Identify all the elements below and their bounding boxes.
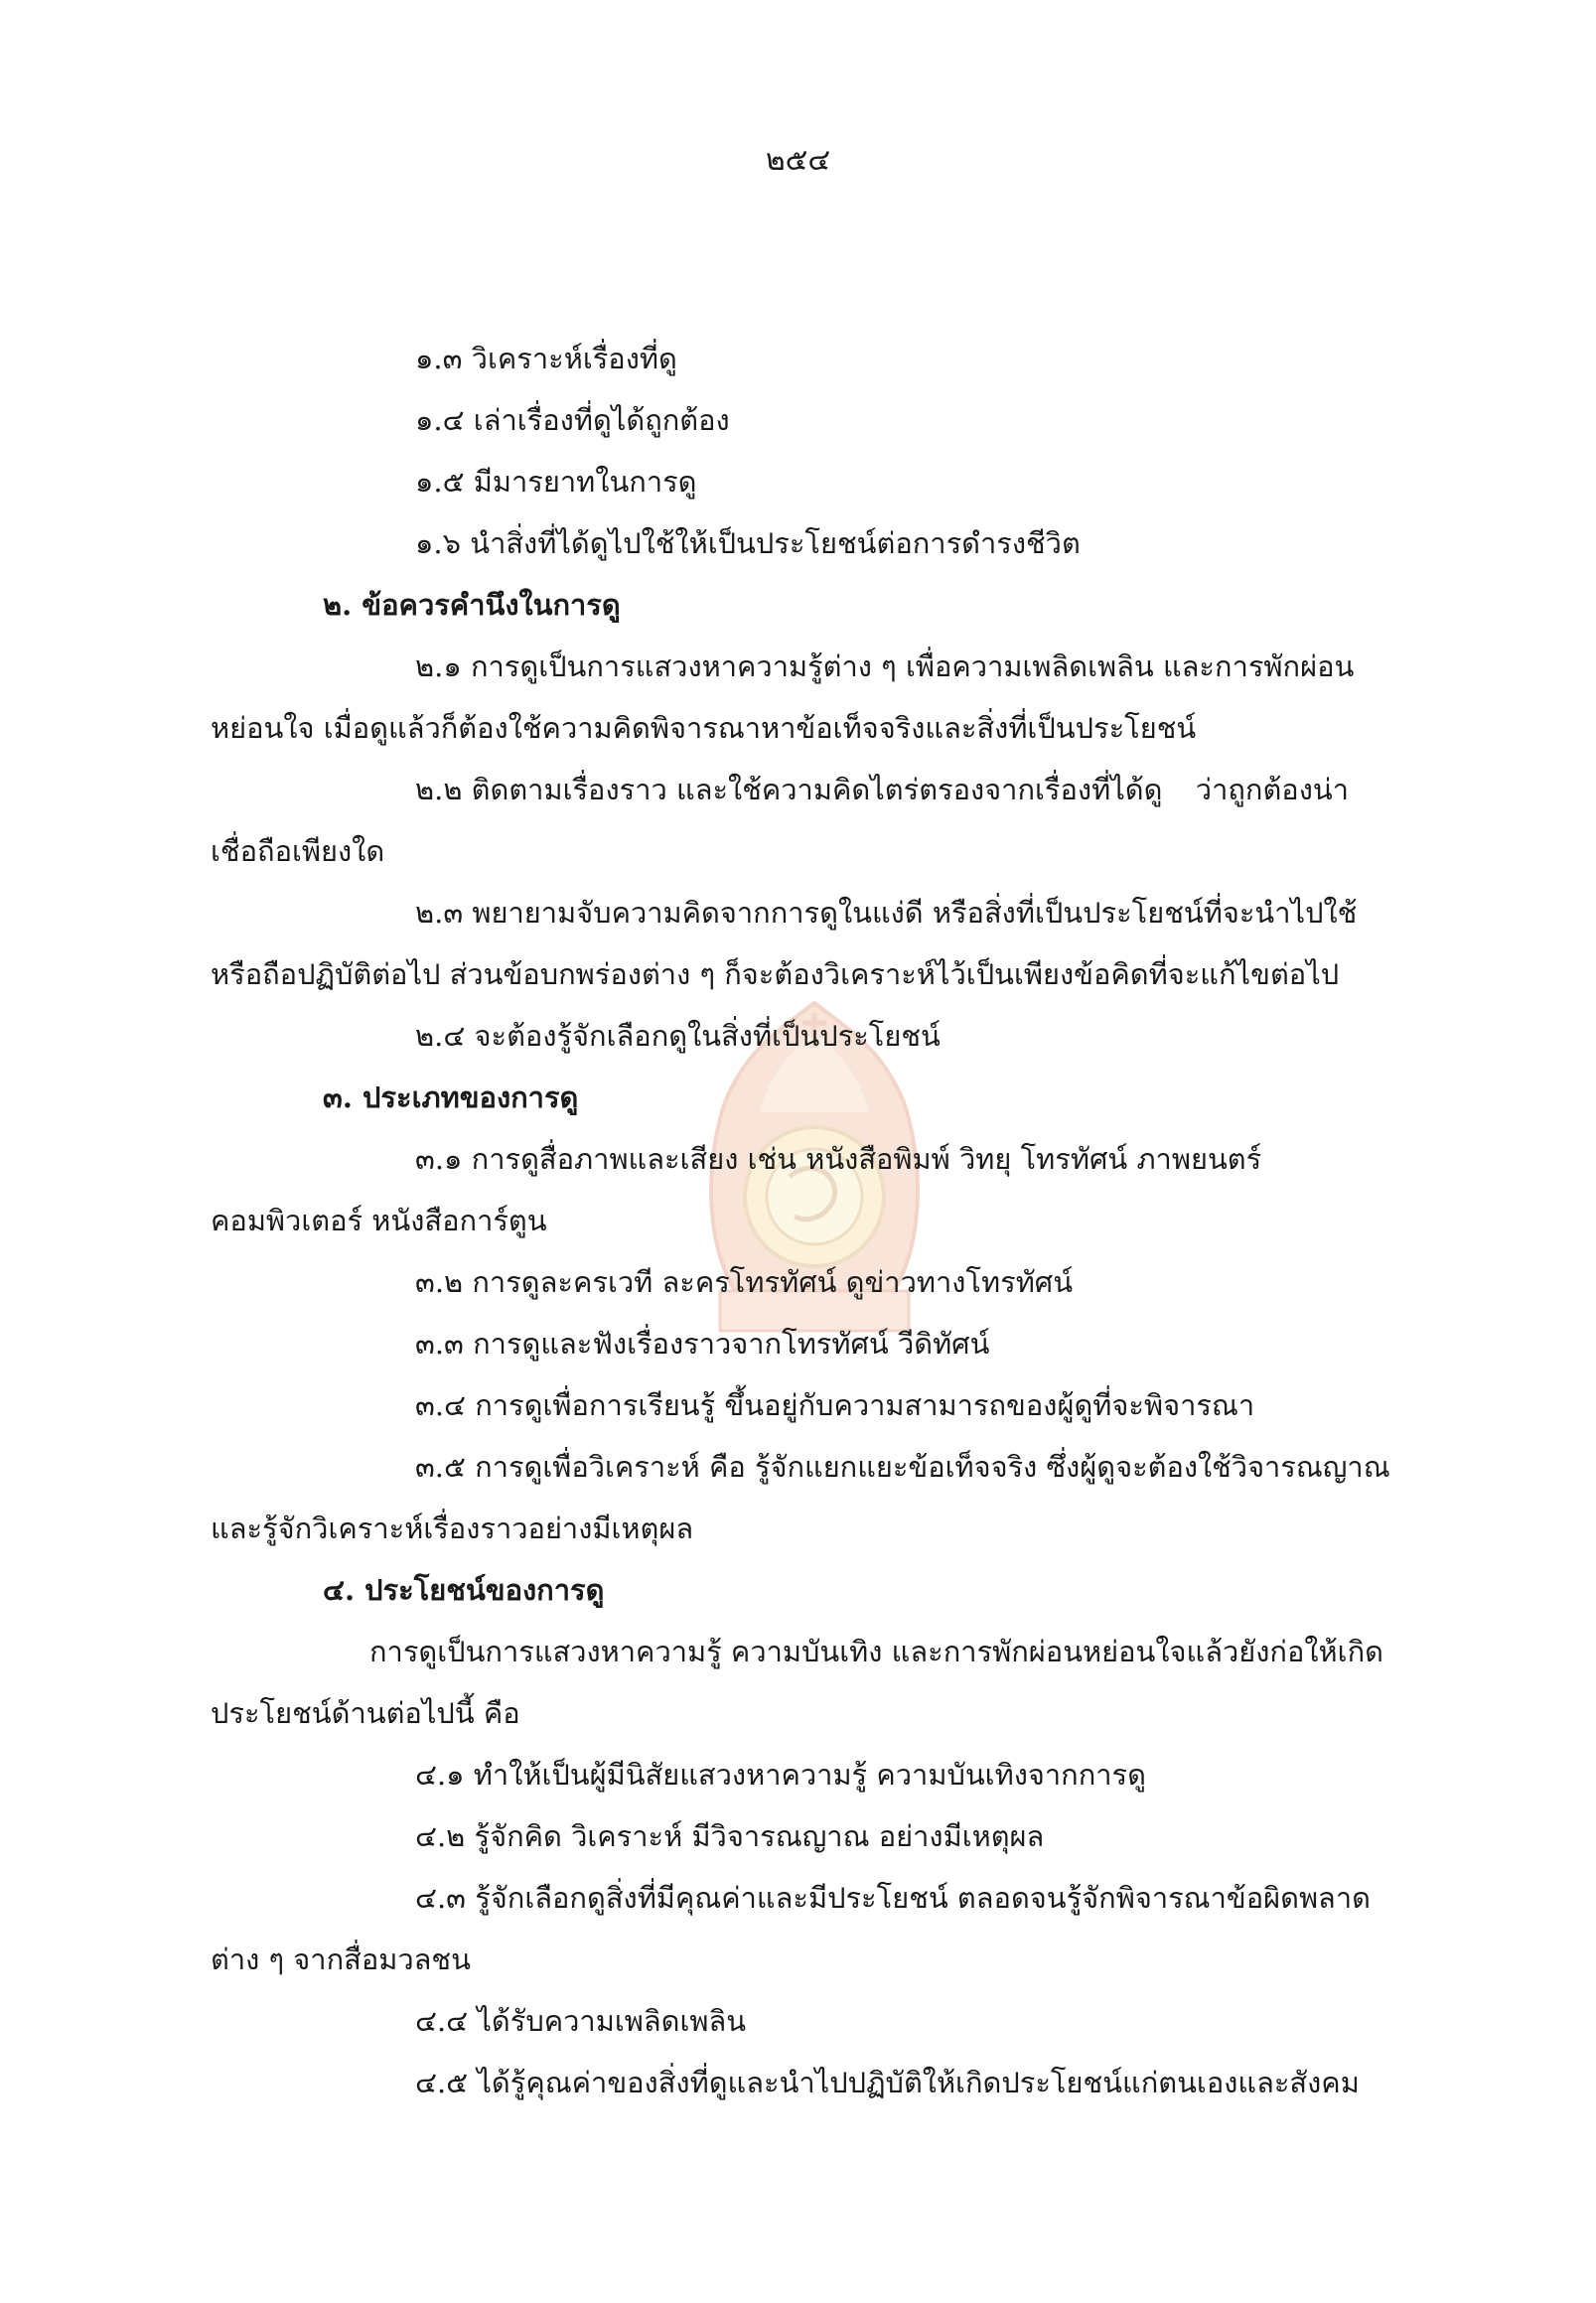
text-line: ๔.๔ ได้รับความเพลิดเพลิน [415, 2004, 747, 2038]
text-line: ต่าง ๆ จากสื่อมวลชน [211, 1943, 471, 1976]
text-line: ๑.๕ มีมารยาทในการดู [415, 465, 697, 499]
text-line: ๒.๔ จะต้องรู้จักเลือกดูในสิ่งที่เป็นประโยชน์ [415, 1019, 941, 1053]
text-line: ๓.๕ การดูเพื่อวิเคราะห์ คือ รู้จักแยกแยะข้อเท็จจริง ซึ่งผู้ดูจะต้องใช้วิจารณญาณ [415, 1450, 1390, 1484]
text-line: และรู้จักวิเคราะห์เรื่องราวอย่างมีเหตุผล [211, 1511, 694, 1545]
text-line: คอมพิวเตอร์ หนังสือการ์ตูน [211, 1204, 547, 1237]
text-line: ๔.๓ รู้จักเลือกดูสิ่งที่มีคุณค่าและมีประโยชน์ ตลอดจนรู้จักพิจารณาข้อผิดพลาด [415, 1881, 1371, 1915]
text-line: ๔.๕ ได้รู้คุณค่าของสิ่งที่ดูและนำไปปฏิบัติให้เกิดประโยชน์แก่ตนเองและสังคม [415, 2066, 1360, 2099]
text-segment: ว่าถูกต้องน่า [1195, 773, 1349, 806]
section-heading: ๓. ประเภทของการดู [323, 1080, 579, 1114]
text-line: หรือถือปฏิบัติต่อไป ส่วนข้อบกพร่องต่าง ๆ ก็จะต้องวิเคราะห์ไว้เป็นเพียงข้อคิดที่จะแก้ไขต่อไป [211, 957, 1340, 991]
text-line: ๓.๓ การดูและฟังเรื่องราวจากโทรทัศน์ วีดิทัศน์ [415, 1327, 990, 1361]
section-heading: ๔. ประโยชน์ของการดู [323, 1573, 605, 1607]
text-line: ๒.๑ การดูเป็นการแสวงหาความรู้ต่าง ๆ เพื่อความเพลิดเพลิน และการพักผ่อน [415, 649, 1355, 683]
text-line: ประโยชน์ด้านต่อไปนี้ คือ [211, 1696, 520, 1730]
text-line: ๓.๑ การดูสื่อภาพและเสียง เช่น หนังสือพิมพ์ วิทยุ โทรทัศน์ ภาพยนตร์ [415, 1142, 1262, 1176]
text-line: ๔.๒ รู้จักคิด วิเคราะห์ มีวิจารณญาณ อย่างมีเหตุผล [415, 1819, 1045, 1853]
text-line: ๒.๓ พยายามจับความคิดจากการดูในแง่ดี หรือสิ่งที่เป็นประโยชน์ที่จะนำไปใช้ [415, 896, 1358, 930]
text-line: ๑.๓ วิเคราะห์เรื่องที่ดู [415, 342, 677, 375]
text-line: เชื่อถือเพียงใด [211, 834, 385, 868]
text-line: ๑.๔ เล่าเรื่องที่ดูได้ถูกต้อง [415, 403, 730, 437]
text-line: ๓.๒ การดูละครเวที ละครโทรทัศน์ ดูข่าวทางโทรทัศน์ [415, 1265, 1074, 1299]
page-number: ๒๕๔ [765, 143, 831, 178]
text-line: ๔.๑ ทำให้เป็นผู้มีนิสัยแสวงหาความรู้ ความบันเทิงจากการดู [415, 1758, 1146, 1792]
text-line: ๓.๔ การดูเพื่อการเรียนรู้ ขึ้นอยู่กับความสามารถของผู้ดูที่จะพิจารณา [415, 1388, 1255, 1422]
text-line: หย่อนใจ เมื่อดูแล้วก็ต้องใช้ความคิดพิจารณาหาข้อเท็จจริงและสิ่งที่เป็นประโยชน์ [211, 711, 1197, 745]
text-line-justified [415, 770, 1349, 809]
text-segment: ๒.๒ ติดตามเรื่องราว และใช้ความคิดไตร่ตรองจากเรื่องที่ได้ดู [415, 773, 1163, 806]
section-heading: ๒. ข้อควรคำนึงในการดู [323, 588, 621, 622]
text-line: ๑.๖ นำสิ่งที่ได้ดูไปใช้ให้เป็นประโยชน์ต่อการดำรงชีวิต [415, 526, 1081, 560]
text-line: การดูเป็นการแสวงหาความรู้ ความบันเทิง และการพักผ่อนหย่อนใจแล้วยังก่อให้เกิด [369, 1635, 1383, 1668]
